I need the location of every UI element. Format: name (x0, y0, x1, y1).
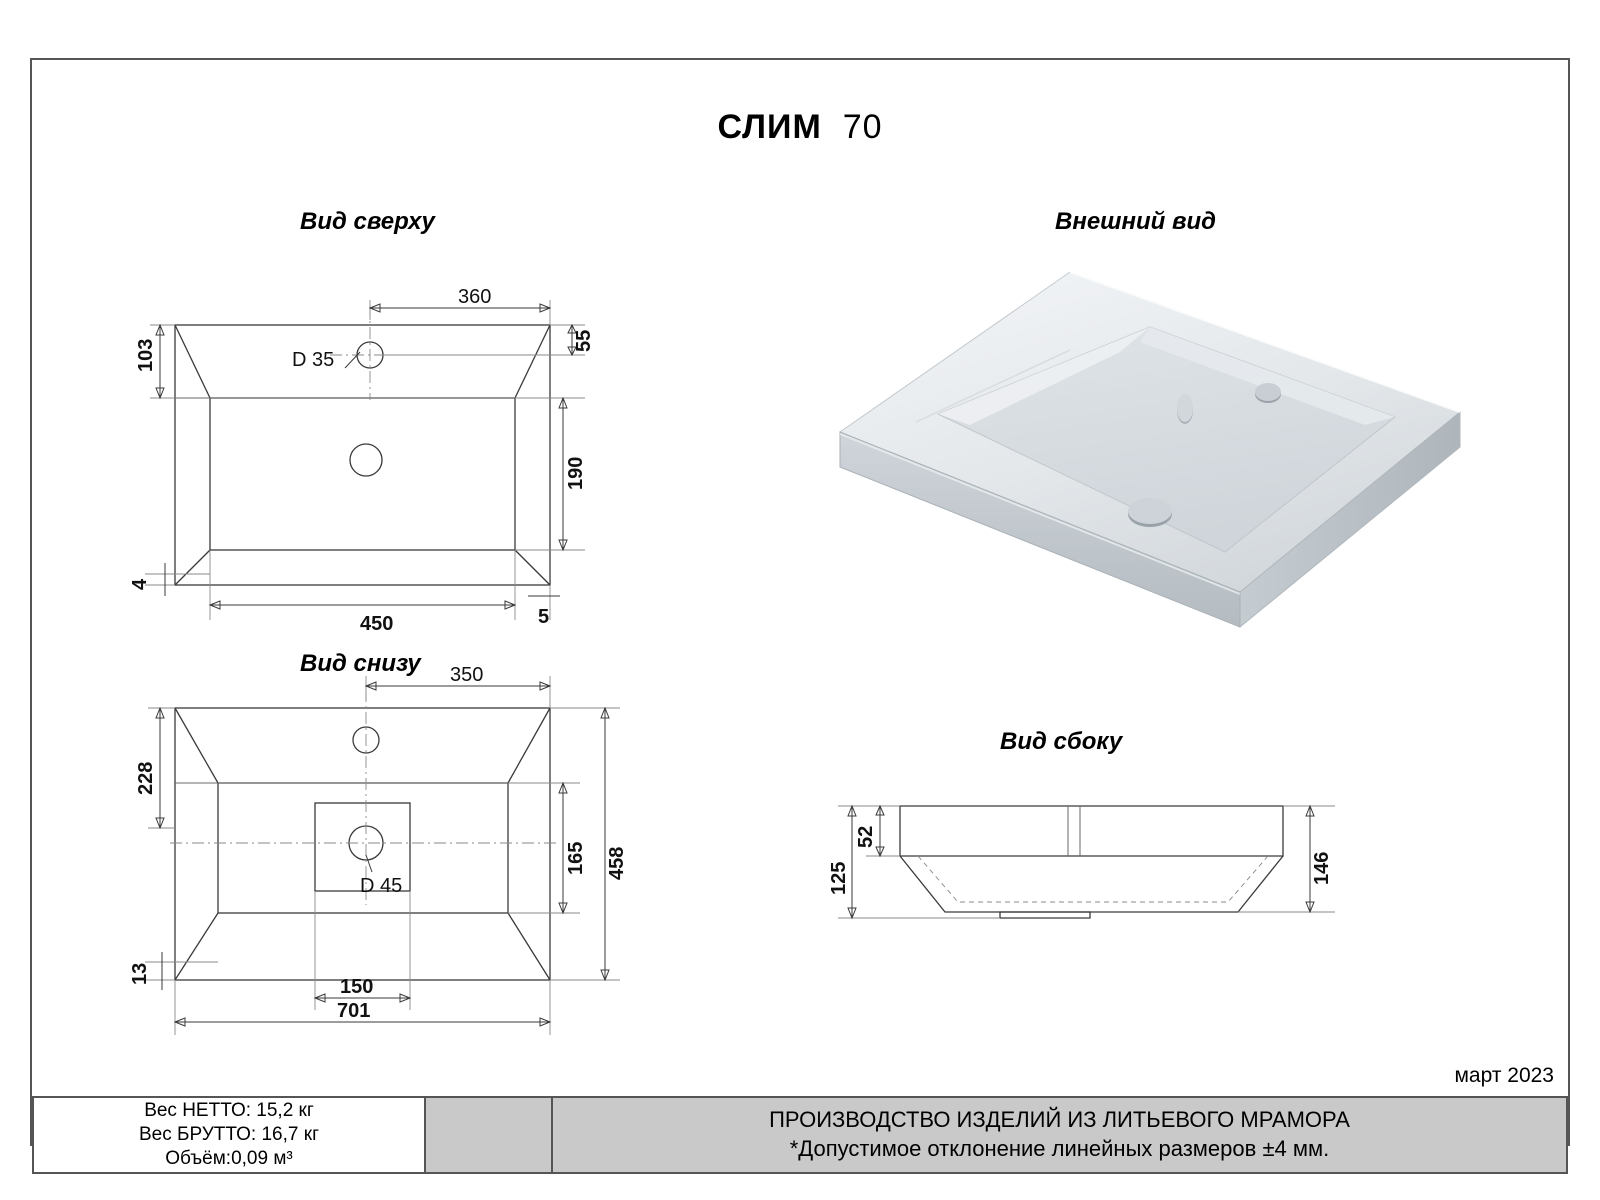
dim-side-146: 146 (1311, 851, 1333, 885)
dim-top-190: 190 (565, 456, 587, 490)
dim-top-450: 450 (360, 613, 394, 635)
production-note-block (553, 1098, 1566, 1172)
title-block (32, 1096, 1568, 1174)
dim-bottom-165: 165 (565, 841, 587, 875)
volume: Объём:0,09 м³ (165, 1148, 293, 1170)
dim-side-52: 52 (855, 825, 877, 848)
dim-top-360: 360 (458, 286, 492, 308)
gross-weight: Вес БРУТТО: 16,7 кг (138, 1123, 319, 1145)
title-product-name: СЛИМ (717, 108, 822, 146)
dim-bottom-350: 350 (450, 664, 484, 686)
dim-bottom-458: 458 (606, 846, 628, 880)
dim-top-5: 5 (538, 606, 550, 628)
dim-bottom-701: 701 (337, 1000, 371, 1022)
section-label-exterior-view: Внешний вид (1055, 208, 1216, 235)
section-label-top-view: Вид сверху (300, 208, 435, 235)
production-tolerance: *Допустимое отклонение линейных размеров ±4 мм. (789, 1136, 1330, 1161)
production-title: ПРОИЗВОДСТВО ИЗДЕЛИЙ ИЗ ЛИТЬЕВОГО МРАМОРА (769, 1107, 1350, 1133)
dim-bottom-228: 228 (135, 761, 157, 795)
dim-top-55: 55 (573, 329, 595, 352)
dim-bottom-150: 150 (340, 976, 374, 998)
dim-top-4: 4 (129, 578, 151, 590)
dim-top-103: 103 (135, 338, 157, 372)
title-block-spacer (426, 1098, 553, 1172)
dim-side-125: 125 (828, 861, 850, 895)
section-label-bottom-view: Вид снизу (300, 650, 421, 677)
dim-bottom-13: 13 (129, 962, 151, 985)
dim-top-hole-d35: D 35 (292, 349, 335, 371)
net-weight: Вес НЕТТО: 15,2 кг (144, 1099, 314, 1121)
drawing-date: март 2023 (1454, 1064, 1554, 1087)
dim-bottom-hole-d45: D 45 (360, 875, 403, 897)
section-label-side-view: Вид сбоку (1000, 728, 1123, 755)
weight-info-block (34, 1098, 426, 1172)
title-model-number: 70 (842, 108, 883, 146)
